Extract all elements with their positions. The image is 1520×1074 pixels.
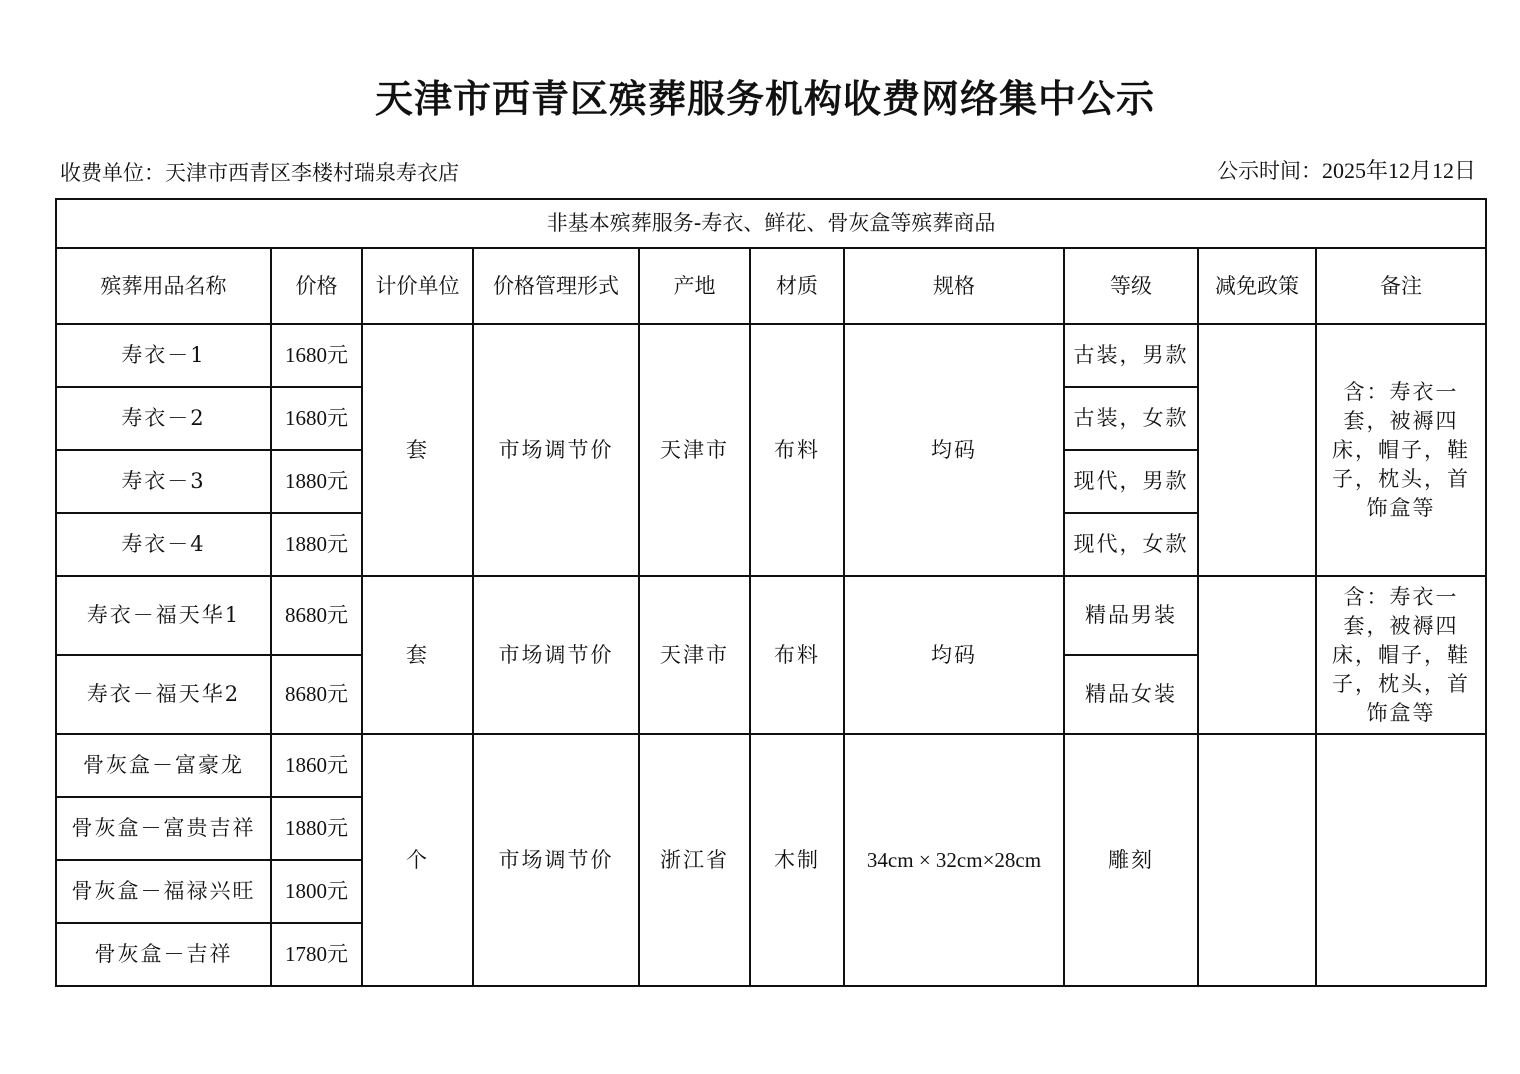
item-name: 寿衣－福天华2 <box>56 655 271 734</box>
section-title: 非基本殡葬服务-寿衣、鲜花、骨灰盒等殡葬商品 <box>56 199 1486 248</box>
item-price: 1680元 <box>271 324 362 387</box>
header-price: 价格 <box>271 248 362 324</box>
item-grade: 古装，男款 <box>1064 324 1198 387</box>
item-price: 1860元 <box>271 734 362 797</box>
group-pricing: 市场调节价 <box>473 324 639 576</box>
item-name: 骨灰盒－福禄兴旺 <box>56 860 271 923</box>
group-relief <box>1198 576 1316 734</box>
item-name: 骨灰盒－富豪龙 <box>56 734 271 797</box>
charging-unit-label: 收费单位： <box>60 161 165 185</box>
header-origin: 产地 <box>639 248 750 324</box>
group-spec: 34cm × 32cm×28cm <box>844 734 1064 986</box>
group-unit: 套 <box>362 324 473 576</box>
group-grade: 雕刻 <box>1064 734 1198 986</box>
item-price: 1880元 <box>271 797 362 860</box>
item-name: 骨灰盒－富贵吉祥 <box>56 797 271 860</box>
header-unit: 计价单位 <box>362 248 473 324</box>
publish-date-label: 公示时间： <box>1216 159 1322 183</box>
group-relief <box>1198 734 1316 986</box>
item-name: 寿衣－2 <box>56 387 271 450</box>
table-row <box>56 576 1486 655</box>
item-price: 1880元 <box>271 450 362 513</box>
header-relief: 减免政策 <box>1198 248 1316 324</box>
header-row <box>56 248 1486 324</box>
item-name: 骨灰盒－吉祥 <box>56 923 271 986</box>
header-grade: 等级 <box>1064 248 1198 324</box>
charging-unit-name: 天津市西青区李楼村瑞泉寿衣店 <box>165 161 459 185</box>
group-material: 布料 <box>750 576 844 734</box>
header-spec: 规格 <box>844 248 1064 324</box>
item-grade: 现代，男款 <box>1064 450 1198 513</box>
header-material: 材质 <box>750 248 844 324</box>
group-unit: 个 <box>362 734 473 986</box>
item-name: 寿衣－福天华1 <box>56 576 271 655</box>
group-spec: 均码 <box>844 576 1064 734</box>
group-relief <box>1198 324 1316 576</box>
item-price: 1780元 <box>271 923 362 986</box>
item-grade: 精品女装 <box>1064 655 1198 734</box>
group-remark: 含：寿衣一套，被褥四床，帽子，鞋子，枕头，首饰盒等 <box>1316 324 1486 576</box>
group-origin: 天津市 <box>639 576 750 734</box>
item-price: 8680元 <box>271 576 362 655</box>
item-price: 1880元 <box>271 513 362 576</box>
header-remark: 备注 <box>1316 248 1486 324</box>
group-remark <box>1316 734 1486 986</box>
item-name: 寿衣－1 <box>56 324 271 387</box>
header-pricing: 价格管理形式 <box>473 248 639 324</box>
item-price: 1800元 <box>271 860 362 923</box>
page-title: 天津市西青区殡葬服务机构收费网络集中公示 <box>374 76 1155 121</box>
group-material: 木制 <box>750 734 844 986</box>
fee-table <box>55 198 1487 987</box>
group-pricing: 市场调节价 <box>473 734 639 986</box>
table-row <box>56 324 1486 387</box>
item-price: 1680元 <box>271 387 362 450</box>
group-unit: 套 <box>362 576 473 734</box>
item-price: 8680元 <box>271 655 362 734</box>
group-material: 布料 <box>750 324 844 576</box>
item-name: 寿衣－3 <box>56 450 271 513</box>
table-row <box>56 734 1486 797</box>
group-spec: 均码 <box>844 324 1064 576</box>
group-remark: 含：寿衣一套，被褥四床，帽子，鞋子，枕头，首饰盒等 <box>1316 576 1486 734</box>
item-grade: 精品男装 <box>1064 576 1198 655</box>
item-grade: 现代，女款 <box>1064 513 1198 576</box>
item-grade: 古装，女款 <box>1064 387 1198 450</box>
group-pricing: 市场调节价 <box>473 576 639 734</box>
charging-unit <box>60 158 459 188</box>
group-origin: 浙江省 <box>639 734 750 986</box>
publish-date <box>1217 156 1476 186</box>
item-name: 寿衣－4 <box>56 513 271 576</box>
header-name: 殡葬用品名称 <box>56 248 271 324</box>
group-origin: 天津市 <box>639 324 750 576</box>
publish-date-value: 2025年12月12日 <box>1321 158 1476 183</box>
